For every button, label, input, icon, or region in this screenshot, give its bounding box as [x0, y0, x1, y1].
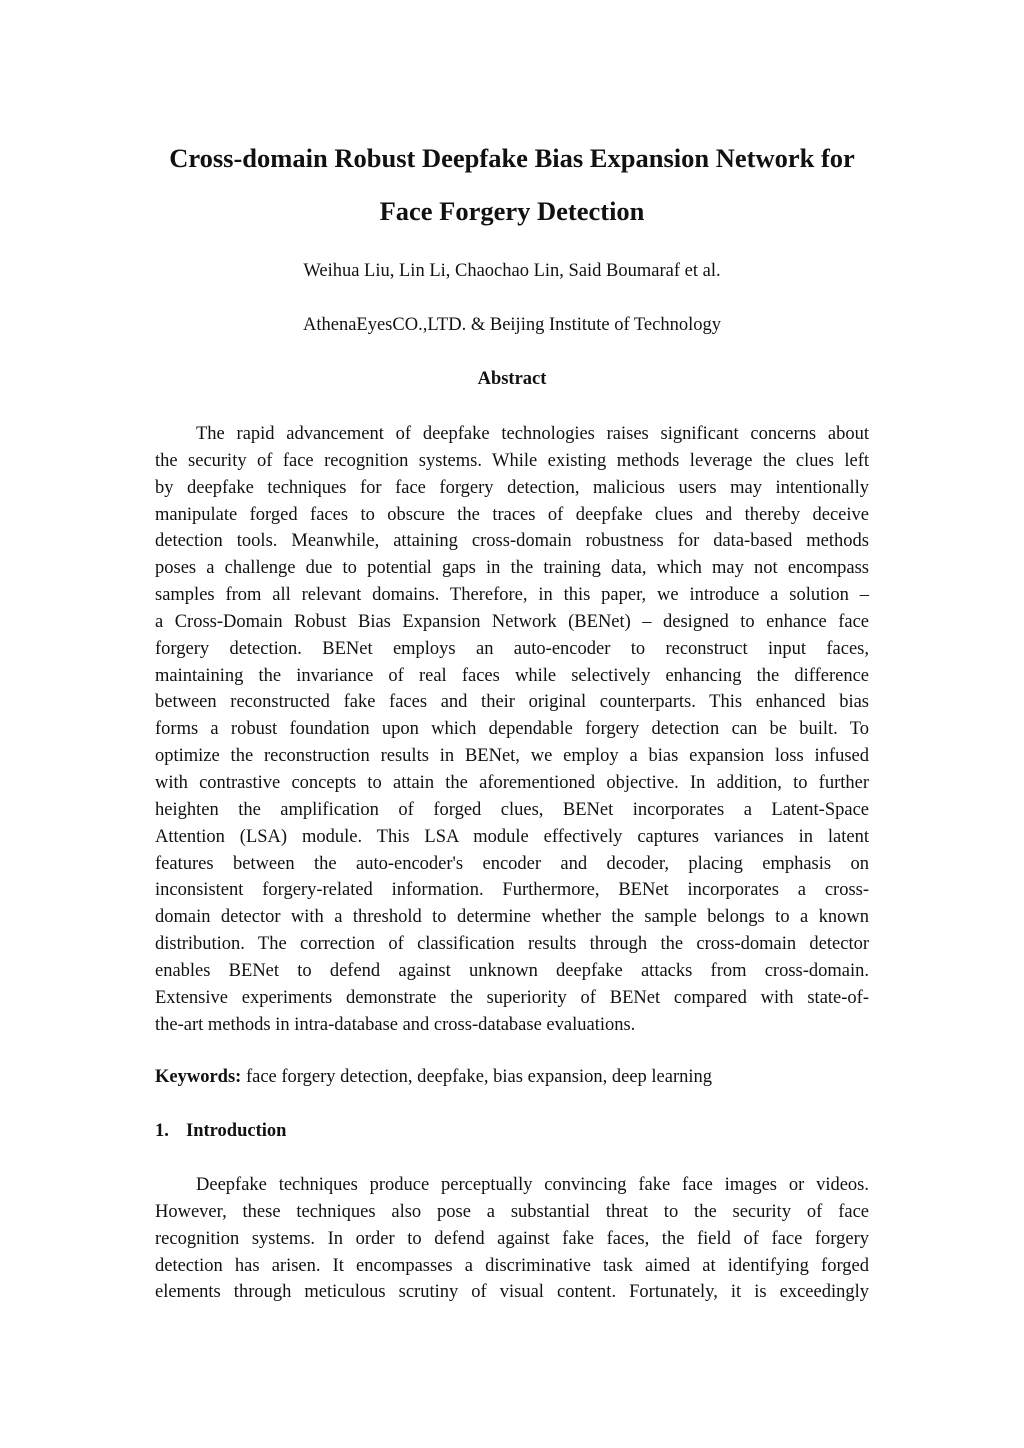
abstract-line: by deepfake techniques for face forgery detection, malicious users may intentionally [155, 477, 869, 498]
abstract-line: poses a challenge due to potential gaps in the training data, which may not encompass [155, 558, 869, 579]
abstract-line: detection tools. Meanwhile, attaining cross-domain robustness for data-based methods [155, 531, 869, 552]
abstract-line: domain detector with a threshold to determine whether the sample belongs to a known [155, 907, 869, 928]
intro-line: recognition systems. In order to defend against fake faces, the field of face forgery [155, 1228, 869, 1249]
keywords-label: Keywords: [155, 1067, 242, 1087]
section-title: Introduction [186, 1121, 287, 1141]
abstract-line: with contrastive concepts to attain the aforementioned objective. In addition, to further [155, 772, 869, 793]
section-heading-introduction [155, 1118, 869, 1145]
abstract-heading: Abstract [477, 369, 547, 389]
abstract-line: heighten the amplification of forged clues, BENet incorporates a Latent-Space [155, 799, 869, 820]
introduction-body [155, 1172, 869, 1306]
section-number: 1. [155, 1121, 169, 1141]
abstract-line: manipulate forged faces to obscure the traces of deepfake clues and thereby deceive [155, 504, 869, 525]
abstract-line: distribution. The correction of classification results through the cross-domain detector [155, 934, 869, 955]
abstract-line: a Cross-Domain Robust Bias Expansion Network (BENet) – designed to enhance face [155, 611, 869, 632]
abstract-line: Extensive experiments demonstrate the superiority of BENet compared with state-of- [155, 987, 869, 1008]
intro-line: Deepfake techniques produce perceptually convincing fake face images or videos. [196, 1175, 869, 1195]
abstract-line: between reconstructed fake faces and their original counterparts. This enhanced bias [155, 692, 869, 713]
title-line: Face Forgery Detection [379, 196, 645, 226]
intro-line: However, these techniques also pose a substantial threat to the security of face [155, 1201, 869, 1222]
intro-line: elements through meticulous scrutiny of visual content. Fortunately, it is exceedingly [155, 1282, 869, 1303]
paper-title [155, 132, 869, 238]
author-list: Weihua Liu, Lin Li, Chaochao Lin, Said Boumaraf et al. [303, 261, 721, 281]
intro-line: detection has arisen. It encompasses a discriminative task aimed at identifying forged [155, 1255, 869, 1276]
abstract-line: enables BENet to defend against unknown deepfake attacks from cross-domain. [155, 960, 869, 981]
abstract-line: features between the auto-encoder's encoder and decoder, placing emphasis on [155, 853, 869, 874]
title-line: Cross-domain Robust Deepfake Bias Expansion Network for [169, 143, 855, 173]
abstract-line: forms a robust foundation upon which dependable forgery detection can be built. To [155, 719, 869, 740]
abstract-body [155, 421, 869, 1038]
keywords-text: face forgery detection, deepfake, bias expansion, deep learning [241, 1067, 713, 1087]
abstract-line: maintaining the invariance of real faces while selectively enhancing the difference [155, 665, 869, 686]
abstract-line: The rapid advancement of deepfake technologies raises significant concerns about [196, 424, 869, 444]
abstract-line: the security of face recognition systems. While existing methods leverage the clues left [155, 450, 869, 471]
abstract-line: optimize the reconstruction results in BENet, we employ a bias expansion loss infused [155, 746, 869, 767]
abstract-line: the-art methods in intra-database and cross-database evaluations. [155, 1014, 636, 1035]
abstract-line: forgery detection. BENet employs an auto-encoder to reconstruct input faces, [155, 638, 869, 659]
keywords [155, 1064, 869, 1091]
abstract-line: Attention (LSA) module. This LSA module effectively captures variances in latent [155, 826, 869, 847]
affiliation: AthenaEyesCO.,LTD. & Beijing Institute of Technology [303, 315, 721, 335]
abstract-line: samples from all relevant domains. Therefore, in this paper, we introduce a solution – [155, 585, 869, 606]
abstract-line: inconsistent forgery-related information. Furthermore, BENet incorporates a cross- [155, 880, 869, 901]
